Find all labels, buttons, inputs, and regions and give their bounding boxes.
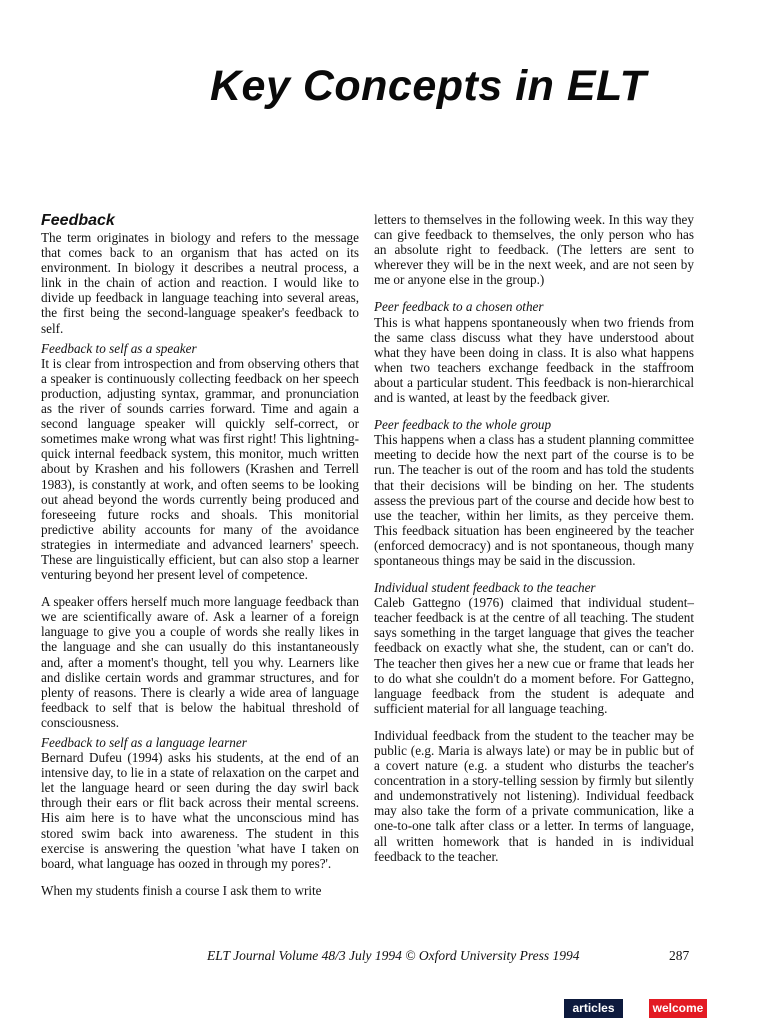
paragraph: Caleb Gattegno (1976) claimed that individual student–teacher feedback is at the centre of all teaching. The student says something in the target language that gives the teacher feedback on exactly what she, the student, can or can't do. The teacher then gives her a new cue or frame that leads her to do what she couldn't do a moment before. For Gattegno, language feedback from the student is adequate and sufficient material for all language teaching.: [374, 595, 694, 716]
paragraph: This happens when a class has a student planning committee meeting to decide how the next part of the course is to be run. The teacher is out of the room and has told the students that their decisions will be binding on her. The students assess the previous part of the course and decide how best to use the teacher, within her limits, as they perceive them. This feedback situation has been engineered by the teacher (enforced democracy) and is not spontaneous, though many spontaneous things may be said in the discussion.: [374, 432, 694, 568]
subheading-peer-whole-group: Peer feedback to the whole group: [374, 417, 552, 433]
left-column: [41, 212, 359, 898]
paragraph: This is what happens spontaneously when two friends from the same class discuss what they have understood about what they have been doing in class. It is also what happens when two teachers exchange feedback in the staffroom about a particular student. This feedback is non-hierarchical and is wanted, at least by the feedback giver.: [374, 314, 694, 406]
subheading-peer-chosen-other: Peer feedback to a chosen other: [374, 299, 544, 315]
paragraph: A speaker offers herself much more language feedback than we are scientifically aware of. Ask a learner of a foreign language to give you a couple of words she really likes in the language and she can usually do this instantaneously and, after a moment's thought, tell you why. Learners like and dislike certain words and grammar structures, and for plenty of reasons. There is clearly a wide area of language feedback to self that is below the habitual threshold of consciousness.: [41, 594, 359, 730]
page-number: 287: [669, 948, 690, 963]
paragraph: It is clear from introspection and from observing others that a speaker is continuously collecting feedback on her speech production, adjusting syntax, grammar, and pronunciation as the river of sounds carries forward. Time and again a second language speaker will quickly self-correct, or sometimes make wrong what was first right! This lightning-quick internal feedback system, this monitor, much written about by Krashen and his followers (Krashen and Terrell 1983), is constantly at work, and often seems to be looking out ahead beyond the words currently being produced and foreseeing future rocks and shoals. This monitorial predictive ability accounts for many of the avoidance strategies in intermediate and advanced learners' speech. These are linguistically efficient, but can also stop a learner venturing beyond her present level of competence.: [41, 355, 359, 583]
paragraph: When my students finish a course I ask them to write: [41, 882, 322, 898]
right-column: [374, 212, 694, 864]
paragraph: Individual feedback from the student to the teacher may be public (e.g. Maria is always late) or may be in public but of a covert nature (e.g. a student who disturbs the teacher's concentration in a story-telling session by firmly but silently and undemonstratively not listening). Individual feedback may also take the form of a private communication, like a one-to-one talk after class or a letter. In terms of language, all written homework that is handed in is individual feedback to the teacher.: [374, 727, 694, 864]
section-heading: Feedback: [41, 212, 115, 229]
subheading-self-speaker: Feedback to self as a speaker: [41, 340, 197, 356]
intro-paragraph: The term originates in biology and refers to the message that comes back to an organism that has acted on its environment. In biology it describes a neutral process, a link in the chain of action and reaction. I would like to divide up feedback in language teaching into several areas, the first being the second-language speaker's feedback to self.: [41, 230, 359, 336]
page-title: Key Concepts in ELT: [210, 62, 647, 110]
welcome-button[interactable]: welcome: [649, 999, 707, 1018]
paragraph: Bernard Dufeu (1994) asks his students, at the end of an intensive day, to lie in a state of relaxation on the carpet and let the language heard or seen during the day swirl back through their ears or flit back across their mental screens. His aim here is to have what the unconscious mind has stored swim back into awareness. The student in this exercise is answering the question 'what have I taken on board, what language has oozed in through my pores?'.: [41, 750, 359, 871]
subheading-self-learner: Feedback to self as a language learner: [41, 735, 247, 750]
subheading-student-to-teacher: Individual student feedback to the teacher: [374, 580, 596, 596]
journal-credit: ELT Journal Volume 48/3 July 1994 © Oxford University Press 1994: [207, 948, 580, 963]
articles-button[interactable]: articles: [564, 999, 623, 1018]
paragraph: letters to themselves in the following week. In this way they can give feedback to themselves, the only person who has an absolute right to feedback. (The letters are sent to wherever they will be in the next week, and are not seen by me or anyone else in the group.): [374, 212, 694, 288]
